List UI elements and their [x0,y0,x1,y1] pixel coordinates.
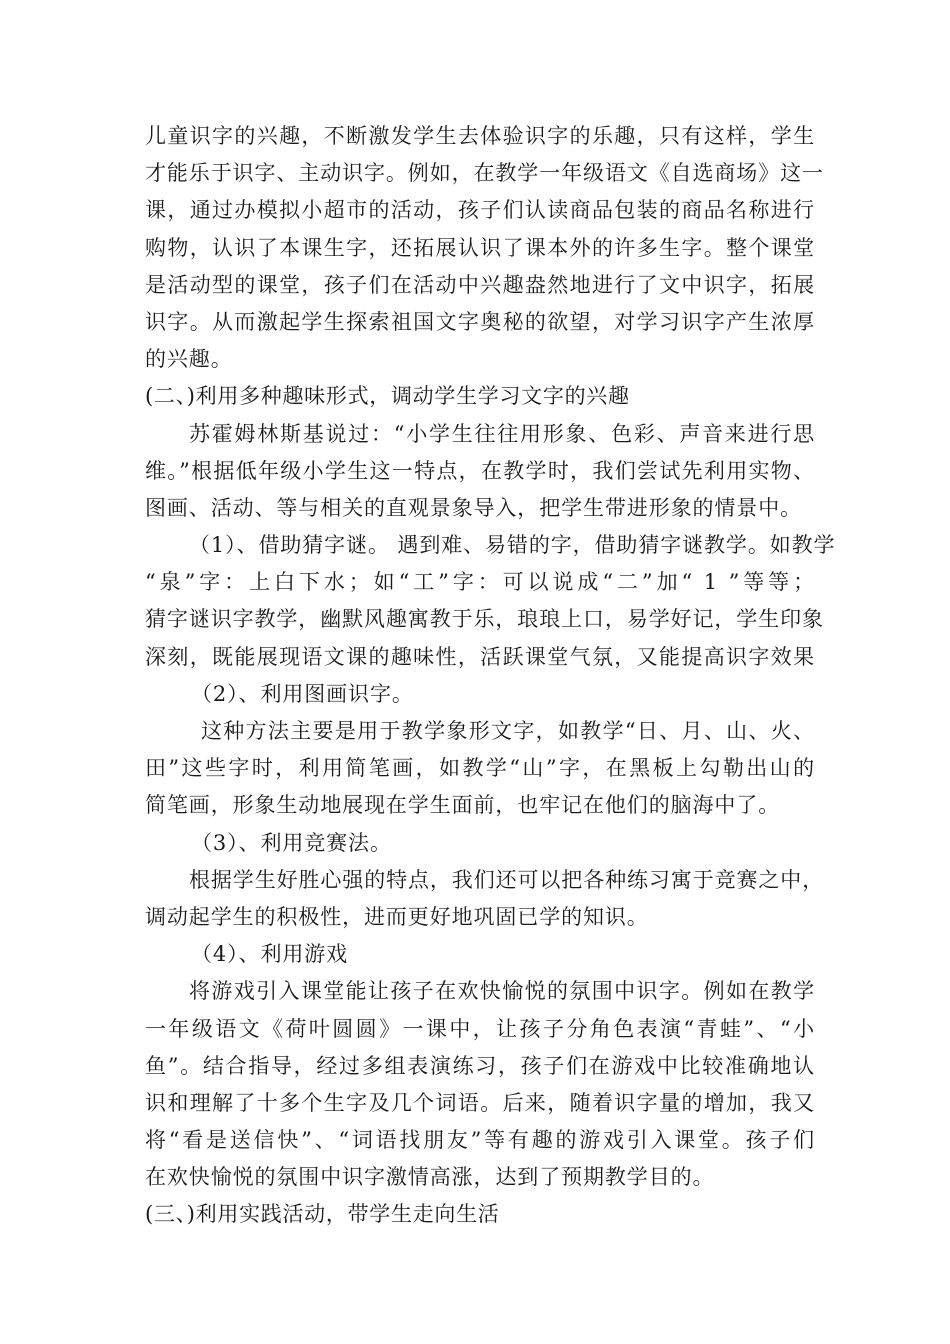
paragraph-line: 在欢快愉悦的氛围中识字激情高涨，达到了预期教学目的。 [145,1165,715,1190]
paragraph-line: 调动起学生的积极性，进而更好地巩固已学的知识。 [145,904,649,929]
paragraph-line: 深刻，既能展现语文课的趣味性，活跃课堂气氛，又能提高识字效果 [145,644,815,669]
paragraph-line: 识字。从而激起学生探索祖国文字奥秘的欲望，对学习识字产生浓厚 [145,309,815,334]
paragraph-line: 一年级语文《荷叶圆圆》一课中，让孩子分角色表演“青蛙”、“小 [145,1016,815,1041]
subsection-heading: （3）、利用竞赛法。 [191,830,392,855]
paragraph-line: 儿童识字的兴趣，不断激发学生去体验识字的乐趣，只有这样，学生 [145,124,815,148]
paragraph-line: 维。”根据低年级小学生这一特点，在教学时，我们尝试先利用实物、 [145,458,815,483]
paragraph-line: 这种方法主要是用于教学象形文字，如教学“日、月、山、火、 [201,719,815,743]
paragraph-line: 猜字谜识字教学，幽默风趣寓教于乐，琅琅上口，易学好记，学生印象 [145,607,824,632]
paragraph-line: 简笔画，形象生动地展现在学生面前，也牢记在他们的脑海中了。 [145,793,781,818]
paragraph-line: 购物，认识了本课生字，还拓展认识了课本外的许多生字。整个课堂 [145,235,815,260]
paragraph-line: 根据学生好胜心强的特点，我们还可以把各种练习寓于竞赛之中， [189,867,825,892]
paragraph-line: 鱼”。结合指导，经过多组表演练习，孩子们在游戏中比较准确地认 [145,1053,815,1078]
document-body [145,118,836,1234]
paragraph-line: 将“看是送信快”、“词语找朋友”等有趣的游戏引入课堂。孩子们 [145,1128,815,1153]
paragraph-line: 将游戏引入课堂能让孩子在欢快愉悦的氛围中识字。例如在教学 [189,979,815,1004]
paragraph-line: 图画、活动、等与相关的直观景象导入，把学生带进形象的情景中。 [145,495,802,520]
paragraph-line: 课，通过办模拟小超市的活动，孩子们认读商品包装的商品名称进行 [145,198,815,223]
paragraph-line: 的兴趣。 [145,347,233,372]
paragraph-line: 田”这些字时，利用简笔画，如教学“山”字，在黑板上勾勒出山的 [145,756,815,781]
subsection-heading: （4）、利用游戏 [191,942,349,967]
paragraph-line: 是活动型的课堂，孩子们在活动中兴趣盎然地进行了文中识字，拓展 [145,272,815,297]
section-heading: (二、)利用多种趣味形式，调动学生学习文字的兴趣 [145,384,630,409]
paragraph-line: “泉”字：上白下水；如“工”字：可以说成“二”加“ 1 ”等等； [145,570,815,595]
section-heading: (三、)利用实践活动，带学生走向生活 [145,1202,500,1227]
subsection-heading: （2）、利用图画识字。 [191,681,414,706]
paragraph-line: 才能乐于识字、主动识字。例如，在教学一年级语文《自选商场》这一 [145,161,824,186]
paragraph-line: （1）、借助猜字谜。 遇到难、易错的字，借助猜字谜教学。如教学 [189,533,836,558]
paragraph-line: 苏霍姆林斯基说过：“小学生往往用形象、色彩、声音来进行思 [189,421,815,446]
paragraph-line: 识和理解了十多个生字及几个词语。后来，随着识字量的增加，我又 [145,1090,815,1115]
